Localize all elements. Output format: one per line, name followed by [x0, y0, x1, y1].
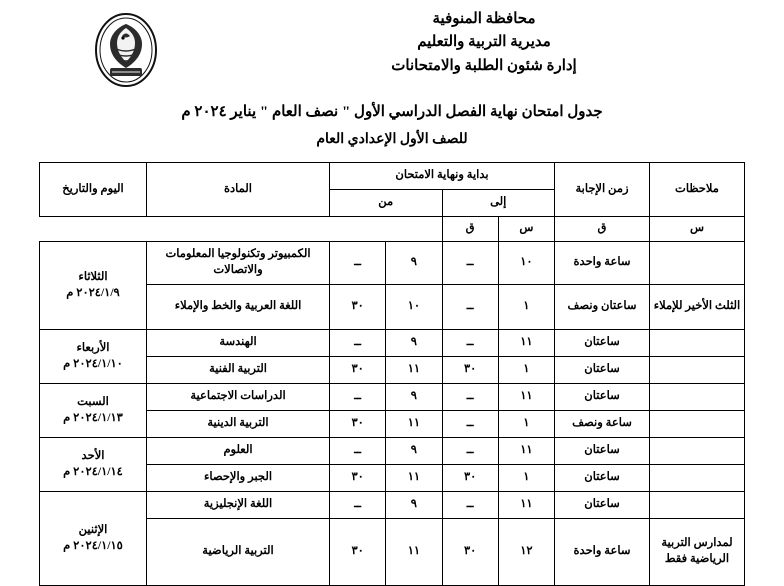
- col-header-duration: زمن الإجابة: [555, 163, 650, 217]
- col-header-to-hour: س: [650, 217, 745, 242]
- day-name: الثلاثاء: [78, 270, 108, 283]
- exam-schedule-table: [39, 162, 745, 586]
- cell-day-date: [40, 242, 147, 330]
- cell-day-date: [40, 492, 147, 586]
- cell-from-minute: ــ: [330, 438, 386, 465]
- col-header-from-hour: س: [498, 217, 554, 242]
- cell-duration: ساعتان: [555, 357, 650, 384]
- cell-to-minute: ــ: [442, 242, 498, 285]
- cell-to-minute: ٣٠: [442, 519, 498, 586]
- cell-from-minute: ــ: [330, 242, 386, 285]
- cell-to-minute: ــ: [442, 285, 498, 330]
- day-name: السبت: [77, 395, 109, 408]
- cell-duration: ساعتان: [555, 465, 650, 492]
- day-date: ٢٠٢٤/١/٩ م: [66, 286, 120, 299]
- document-header: [0, 0, 784, 96]
- col-header-to-minute: ق: [555, 217, 650, 242]
- cell-duration: ساعتان ونصف: [555, 285, 650, 330]
- day-date: ٢٠٢٤/١/١٥ م: [63, 539, 123, 552]
- cell-from-hour: ١١: [386, 465, 442, 492]
- cell-to-hour: ١: [498, 357, 554, 384]
- day-date: ٢٠٢٤/١/١٤ م: [63, 465, 123, 478]
- cell-from-hour: ١١: [386, 519, 442, 586]
- org-line-governorate: محافظة المنوفية: [432, 11, 536, 27]
- cell-from-hour: ١١: [386, 411, 442, 438]
- cell-duration: ساعتان: [555, 330, 650, 357]
- cell-subject: العلوم: [147, 438, 330, 465]
- cell-from-hour: ٩: [386, 330, 442, 357]
- cell-from-minute: ــ: [330, 330, 386, 357]
- cell-from-hour: ١١: [386, 357, 442, 384]
- cell-from-minute: ــ: [330, 384, 386, 411]
- cell-to-hour: ١١: [498, 492, 554, 519]
- cell-to-hour: ١٢: [498, 519, 554, 586]
- cell-notes: [650, 465, 745, 492]
- col-header-from: من: [330, 190, 443, 217]
- cell-to-minute: ــ: [442, 438, 498, 465]
- col-header-to: إلى: [442, 190, 555, 217]
- table-body: [40, 242, 745, 586]
- cell-subject: اللغة الإنجليزية: [147, 492, 330, 519]
- cell-from-minute: ٣٠: [330, 519, 386, 586]
- cell-to-minute: ٣٠: [442, 465, 498, 492]
- cell-subject: الجبر والإحصاء: [147, 465, 330, 492]
- col-header-exam-span: بداية ونهاية الامتحان: [330, 163, 555, 190]
- page-subtitle: للصف الأول الإعدادي العام: [316, 132, 468, 147]
- cell-notes: لمدارس التربية الرياضية فقط: [650, 519, 745, 586]
- cell-subject: الهندسة: [147, 330, 330, 357]
- cell-notes: [650, 242, 745, 285]
- cell-to-minute: ٣٠: [442, 357, 498, 384]
- day-name: الأربعاء: [76, 341, 110, 354]
- exam-schedule-table-wrap: [39, 162, 745, 586]
- cell-to-minute: ــ: [442, 384, 498, 411]
- cell-notes: [650, 384, 745, 411]
- cell-subject: الكمبيوتر وتكنولوجيا المعلومات والاتصالات: [147, 242, 330, 285]
- cell-notes: [650, 357, 745, 384]
- day-date: ٢٠٢٤/١/١٠ م: [63, 357, 123, 370]
- col-header-from-minute: ق: [442, 217, 498, 242]
- col-header-subject: المادة: [147, 163, 330, 217]
- cell-from-minute: ٣٠: [330, 357, 386, 384]
- cell-to-hour: ١١: [498, 384, 554, 411]
- col-header-notes: ملاحظات: [650, 163, 745, 217]
- org-line-department: إدارة شئون الطلبة والامتحانات: [391, 57, 577, 74]
- cell-subject: اللغة العربية والخط والإملاء: [147, 285, 330, 330]
- cell-to-minute: ــ: [442, 411, 498, 438]
- cell-from-hour: ٩: [386, 384, 442, 411]
- table-row: [40, 438, 745, 465]
- org-line-directorate: مديرية التربية والتعليم: [417, 34, 551, 51]
- cell-duration: ساعة واحدة: [555, 519, 650, 586]
- cell-to-hour: ١١: [498, 330, 554, 357]
- organization-heading: [184, 8, 784, 78]
- col-header-day-date: اليوم والتاريخ: [40, 163, 147, 217]
- cell-subject: التربية الرياضية: [147, 519, 330, 586]
- cell-from-hour: ٩: [386, 438, 442, 465]
- day-date: ٢٠٢٤/١/١٣ م: [63, 411, 123, 424]
- table-row: [40, 242, 745, 285]
- table-header-row-3: [40, 217, 745, 242]
- cell-notes: الثلث الأخير للإملاء: [650, 285, 745, 330]
- cell-duration: ساعتان: [555, 438, 650, 465]
- cell-subject: الدراسات الاجتماعية: [147, 384, 330, 411]
- cell-day-date: [40, 330, 147, 384]
- cell-to-hour: ١: [498, 411, 554, 438]
- day-name: الأحد: [81, 449, 105, 462]
- cell-from-minute: ٣٠: [330, 285, 386, 330]
- cell-subject: التربية الدينية: [147, 411, 330, 438]
- cell-from-minute: ــ: [330, 492, 386, 519]
- cell-from-hour: ١٠: [386, 285, 442, 330]
- cell-notes: [650, 492, 745, 519]
- cell-from-hour: ٩: [386, 242, 442, 285]
- cell-to-hour: ١١: [498, 438, 554, 465]
- cell-to-hour: ١: [498, 465, 554, 492]
- cell-notes: [650, 330, 745, 357]
- cell-from-minute: ٣٠: [330, 411, 386, 438]
- table-header-row-1: [40, 163, 745, 190]
- table-row: [40, 384, 745, 411]
- cell-notes: [650, 411, 745, 438]
- cell-day-date: [40, 438, 147, 492]
- cell-notes: [650, 438, 745, 465]
- cell-from-hour: ٩: [386, 492, 442, 519]
- cell-duration: ساعتان: [555, 384, 650, 411]
- cell-duration: ساعة ونصف: [555, 411, 650, 438]
- eagle-crest-icon: [86, 10, 166, 90]
- table-row: [40, 330, 745, 357]
- cell-to-minute: ــ: [442, 492, 498, 519]
- cell-from-minute: ٣٠: [330, 465, 386, 492]
- cell-to-minute: ــ: [442, 330, 498, 357]
- cell-to-hour: ١٠: [498, 242, 554, 285]
- day-name: الإثنين: [78, 523, 108, 536]
- cell-day-date: [40, 384, 147, 438]
- page-title: جدول امتحان نهاية الفصل الدراسي الأول " نصف العام " يناير ٢٠٢٤ م: [181, 104, 603, 120]
- cell-duration: ساعتان: [555, 492, 650, 519]
- cell-to-hour: ١: [498, 285, 554, 330]
- table-row: [40, 492, 745, 519]
- cell-duration: ساعة واحدة: [555, 242, 650, 285]
- cell-subject: التربية الفنية: [147, 357, 330, 384]
